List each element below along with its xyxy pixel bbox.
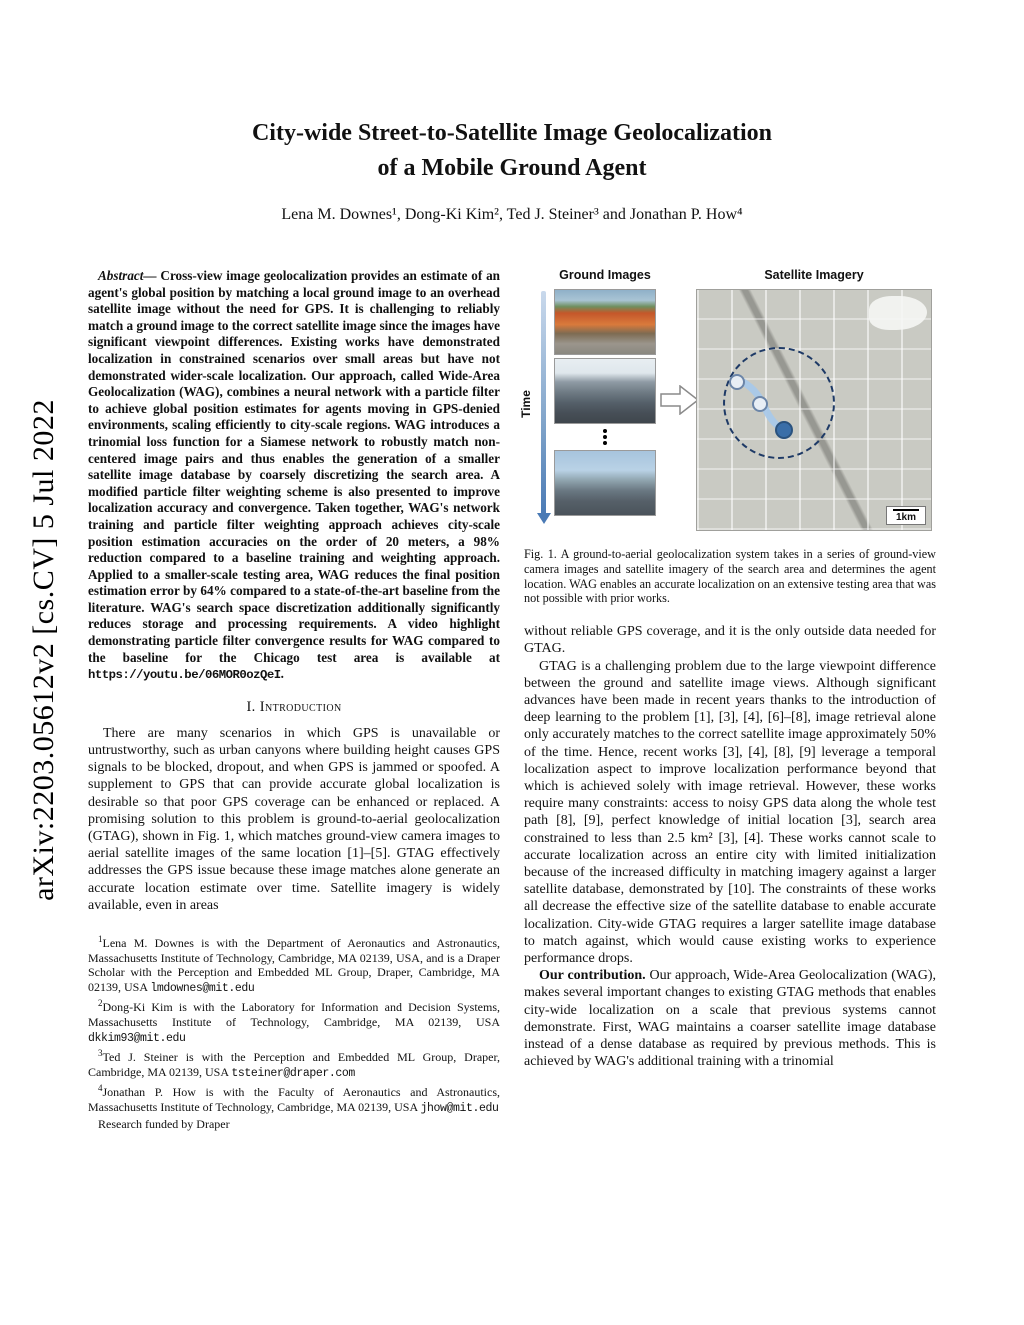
paper-title-line1: City-wide Street-to-Satellite Image Geolocalization	[251, 120, 773, 146]
figure-caption-text: A ground-to-aerial geolocalization system takes in a series of ground-view camera images and satellite imagery of the search area and determines the agent location. WAG enables an accurate localization on an extensive testing area that was not possible with prior works.	[524, 547, 936, 606]
abstract-body: Cross-view image geolocalization provides an estimate of an agent's global position by matching a local ground image to an overhead satellite image without the need for GPS. It is challenging to reliably match a ground image to the correct satellite image since the images have significant viewpoint differences. Existing works have demonstrated localization in constrained scenarios over small areas but have not demonstrated wider-scale localization. Our approach, called Wide-Area Geolocalization (WAG), combines a neural network with a particle filter to achieve global position estimates for agents moving in GPS-denied environments, scaling efficiently to city-scale regions. WAG introduces a trinomial loss function for a Siamese network to robustly match non-centered image pairs and thus enables the generation of a smaller satellite image database by coarsely discretizing the search area. A modified particle filter weighting scheme is also presented to improve localization accuracy and convergence. Taken together, WAG's network training and particle filter weighting approach achieves city-scale position estimation accuracies on the order of 20 meters, a 98% reduction compared to a baseline training and weighting approach. Applied to a smaller-scale testing area, WAG reduces the final position estimation error by 64% compared to a state-of-the-art baseline from the literature. WAG's search space discretization additionally significantly reduces storage and processing requirements. A video highlight demonstrating particle filter convergence results for WAG compared to the baseline for the Chicago test area is available at	[88, 268, 500, 665]
funding-note: Research funded by Draper	[98, 1116, 230, 1131]
time-arrow-icon	[541, 291, 546, 515]
section-heading-introduction: I. Introduction	[246, 698, 342, 715]
ground-image-3	[554, 450, 656, 516]
paper-title-line2: of a Mobile Ground Agent	[377, 154, 647, 181]
footnote-1	[88, 932, 500, 996]
intro-paragraph: There are many scenarios in which GPS is unavailable or untrustworthy, such as urban canyons where building height causes GPS signals to be blocked, dropout, and when GPS is jammed or spoofed. A supplement to GPS that can provide accurate global localization is desirable so that poor GPS coverage can be enhanced or replaced. A promising solution to this problem is ground-to-aerial geolocalization (GTAG), shown in Fig. 1, which matches ground-view camera images to aerial satellite images of the same location [1]–[5]. GTAG effectively addresses the GPS issue because these image matches alone generate an accurate location estimate over time. Satellite imagery is widely available, even in areas	[88, 725, 500, 913]
footnote-4-text: Jonathan P. How is with the Faculty of Aeronautics and Astronautics, Massachusetts Institute of Technology, Cambridge, MA 02139, USA	[88, 1085, 500, 1115]
agent-trajectory	[697, 290, 932, 531]
body-paragraph-1: without reliable GPS coverage, and it is the only outside data needed for GTAG.	[524, 624, 936, 657]
footnotes	[88, 932, 500, 1131]
past-position-dot	[730, 375, 744, 389]
footnote-1-marker: 1	[98, 934, 103, 945]
paper-title	[0, 116, 1024, 186]
footnote-2-email[interactable]: dkkim93@mit.edu	[88, 1031, 186, 1045]
contribution-lead: Our contribution.	[539, 968, 646, 984]
figure-caption	[524, 547, 936, 606]
time-arrowhead-icon	[537, 513, 551, 524]
figure-headers	[524, 268, 936, 286]
ground-image-2	[554, 358, 656, 424]
footnote-4-email[interactable]: jhow@mit.edu	[420, 1102, 499, 1116]
footnote-2-marker: 2	[98, 998, 103, 1009]
arxiv-banner: arXiv:2203.05612v2 [cs.CV] 5 Jul 2022	[27, 399, 60, 901]
footnote-1-text: Lena M. Downes is with the Department of Aeronautics and Astronautics, Massachusetts Institute of Technology, Cambridge, MA 02139, USA, and is a Draper Scholar with the Perception and Embedded ML Group, Draper, Cambridge, MA 02139, USA	[88, 936, 500, 994]
abstract-period: .	[280, 666, 284, 682]
right-block-arrow-icon	[660, 385, 700, 415]
footnote-3-text: Ted J. Steiner is with the Perception and Embedded ML Group, Draper, Cambridge, MA 02139, USA	[88, 1050, 500, 1079]
body-paragraph-2: GTAG is a challenging problem due to the large viewpoint difference between the ground and satellite image views. Although significant advances have been made in recent years thanks to the introduction of deep learning to the problem [1], [3], [4], [6]–[8], image retrieval alone only accurately matches to the correct satellite image approximately 50% of the time. Hence, recent works [3], [4], [8], [9] leverage a temporal localization aspect to improve localization performance beyond that which is achieved solely with image retrieval. However, these works require many constraints: access to noisy GPS data along the whole test path [8], [9], perfect knowledge of initial location [3], search area constrained to less than 2.5 km² [3], [4]. These works cannot scale to accurate localization across an entire city with limited initialization because of the increased difficulty in matching imagery against a larger satellite database, demonstrated by [10]. The constraints of these works all decrease the effective size of the satellite database to enable accurate localization. City-wide GTAG requires a larger satellite image database to match against, which would cause existing works to experience performance drops.	[524, 658, 936, 967]
footnote-1-email[interactable]: lmdownes@mit.edu	[150, 981, 255, 995]
satellite-map	[696, 289, 932, 531]
footnote-3-marker: 3	[98, 1048, 103, 1059]
time-axis-label: Time	[518, 390, 533, 418]
left-column	[88, 268, 500, 1131]
vertical-ellipsis-icon	[554, 427, 656, 447]
figure-caption-label: Fig. 1.	[524, 547, 557, 561]
figure-body	[518, 289, 936, 531]
author-line: Lena M. Downes¹, Dong-Ki Kim², Ted J. Steiner³ and Jonathan P. How⁴	[281, 206, 743, 223]
map-scalebar	[886, 506, 926, 525]
current-position-dot	[776, 422, 792, 438]
footnote-2-text: Dong-Ki Kim is with the Laboratory for Information and Decision Systems, Massachusetts Institute of Technology, Cambridge, MA 02139, USA	[88, 1000, 500, 1030]
scalebar-line	[893, 509, 919, 511]
video-link[interactable]: https://youtu.be/06MOR0ozQeI	[88, 668, 281, 683]
past-position-dot	[753, 397, 767, 411]
body-paragraph-3	[524, 967, 936, 1070]
footnote-4	[88, 1081, 500, 1116]
satellite-imagery-header: Satellite Imagery	[764, 268, 864, 282]
footnote-3-email[interactable]: tsteiner@draper.com	[231, 1066, 355, 1080]
figure-1	[518, 268, 936, 606]
abstract-label: Abstract—	[98, 268, 157, 283]
abstract	[88, 268, 500, 684]
contribution-text: Our approach, Wide-Area Geolocalization (WAG), makes several important changes to existing GTAG methods that enables city-wide localization on a scale that previous systems cannot demonstrate. First, WAG maintains a coarser satellite image database instead of a dense database as required by previous methods. This is achieved by WAG's additional training with a trinomial	[524, 968, 937, 1070]
ground-image-stack	[554, 289, 656, 519]
footnote-3	[88, 1046, 500, 1081]
right-column	[518, 268, 937, 1070]
ground-image-1	[554, 289, 656, 355]
ground-images-header: Ground Images	[559, 268, 651, 282]
footnote-2	[88, 996, 500, 1046]
footnote-4-marker: 4	[98, 1083, 103, 1094]
scalebar-label: 1km	[895, 512, 916, 523]
